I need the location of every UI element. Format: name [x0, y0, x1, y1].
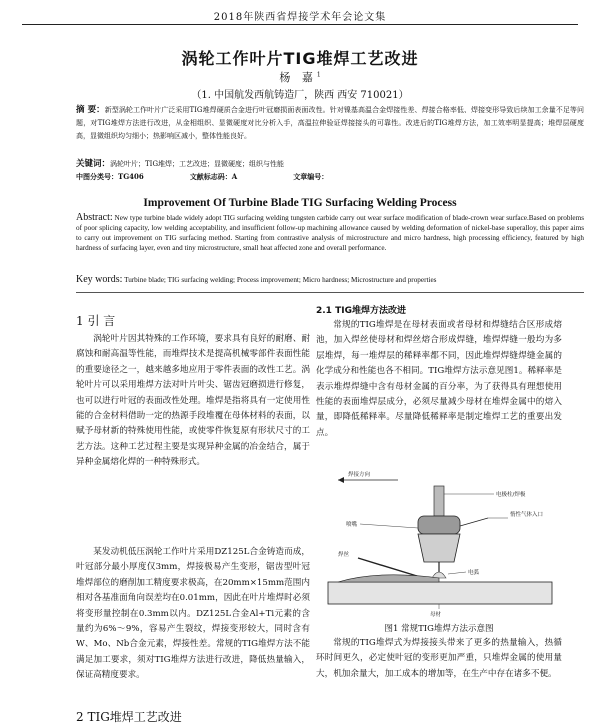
- section-2-1-heading: 2.1 TIG堆焊方法改进: [316, 306, 406, 316]
- torch-electrode-holder: [434, 486, 444, 516]
- abstract-cn-label: 摘 要：: [76, 105, 105, 115]
- keywords-cn-text: 涡轮叶片；TIG堆焊；工艺改进；显微硬度；组织与性能: [110, 160, 285, 168]
- torch-nozzle: [418, 534, 460, 562]
- author-name: 杨 嘉: [279, 71, 317, 84]
- section-1-paragraph-2: 某发动机低压涡轮工作叶片采用DZ125L合金铸造而成，叶冠部分最小厚度仅3mm，焊接极易产生变形，锯齿型叶冠堆焊部位的磨削加工精度要求极高，在20mm×15mm范围内相对各基准面角向误差均在0.01mm，因此在叶片堆焊时必须将变形量控制在0.3mm以内。DZ125L合金Al+Ti元素的含量约为6%～9%，容易产生裂纹，焊接变形较大，同时含有W、Mo、Nb合金元素，焊接性差。常规的TIG堆焊方法不能满足加工要求，须对TIG堆焊方法进行改进，降低热量输入，保证高精度要求。: [76, 547, 310, 681]
- keywords-cn-label: 关键词：: [76, 159, 111, 169]
- base-metal: [328, 582, 552, 604]
- section-rule: [76, 292, 584, 293]
- english-title: Improvement Of Turbine Blade TIG Surfacing Welding Process: [143, 197, 457, 209]
- weld-bead: [338, 575, 439, 582]
- classification-line: [76, 172, 584, 182]
- label-base: 母材: [430, 612, 442, 618]
- section-1-heading: 1 引 言: [76, 314, 116, 328]
- section-2-heading: 2 TIG堆焊工艺改进: [76, 710, 182, 724]
- paper-title: 涡轮工作叶片TIG堆焊工艺改进: [181, 49, 419, 68]
- keywords-en-text: Turbine blade; TIG surfacing welding; Process improvement; Micro hardness; Microstructure and properties: [124, 276, 437, 284]
- section-2-paragraph-1: 常规的TIG堆焊是在母材表面或者母材和焊缝结合区形成熔池，加入焊丝使母材和焊丝熔合形成焊缝，堆焊焊缝一般均为多层堆焊，每一堆焊层的稀释率都不同，因此堆焊焊缝焊缝金属的化学成分和性能也各不相同。TIG堆焊方法示意见图1。稀释率是表示堆焊焊缝中含有母材金属的百分率，为了获得具有理想使用性能的表面堆焊层成分，必须尽量减少母材在堆焊金属中的熔入量，即降低稀释率。尽量降低稀释率是制定堆焊工艺的重要出发点。: [316, 320, 562, 438]
- section-2-paragraph-2: 常规的TIG堆焊式为焊接接头带来了更多的热量输入，热循环时间更久，必定使叶冠的变形更加严重，只堆焊金属的使用量大，机加余量大，加工成本的增加等，在生产中存在诸多不便。: [316, 638, 562, 679]
- affiliation: （1. 中国航发西航铸造厂，陕西 西安 710021）: [191, 90, 409, 101]
- abstract-en: [76, 213, 584, 253]
- keywords-cn: [76, 157, 584, 169]
- gas-inlet-pipe: [460, 518, 488, 526]
- abstract-cn-text: 新型涡轮工作叶片广泛采用TIG堆焊硬质合金进行叶冠磨损面表面改性。针对镍基高温合金焊接性差、焊接合格率低、焊接变形导致后续加工余量不足等问题，对TIG堆焊方法进行改进，从金相组织、显微硬度对比分析入手，高温拉伸验证焊接接头的可靠性。改进后的TIG堆焊方法，加工效率明显提高；堆焊层硬度高，显微组织均匀细小；热影响区减小，整体性能良好。: [76, 106, 584, 140]
- clc-number: 中图分类号：TG406: [76, 172, 144, 181]
- figure-1-caption: 图1 常规TIG堆焊方法示意图: [384, 624, 494, 634]
- label-nozzle: 喷嘴: [346, 522, 358, 528]
- header-rule: [22, 24, 578, 25]
- document-code: 文献标志码：A: [189, 172, 238, 181]
- article-number: 文章编号：: [293, 172, 329, 181]
- author-line: [0, 69, 600, 85]
- running-header: 2018年陕西省焊接学术年会论文集: [213, 12, 387, 23]
- section-1-paragraph-1: 涡轮叶片因其特殊的工作环境，要求具有良好的耐磨、耐腐蚀和耐高温等性能，而堆焊技术是提高机械零部件表面性能的重要途径之一，越来越多地应用于零件表面的改性工艺。涡轮叶片可以采用堆焊方法对叶片叶尖、锯齿冠磨损进行修复，也可以进行叶冠的表面改性处理。堆焊是指将具有一定使用性能的合金材料借助一定的热源手段堆覆在母体材料的表面，以赋予母材新的特殊使用性能，或使零件恢复原有形状尺寸的工艺方法。这种工艺过程主要是实现异种金属的冶金结合，属于异种金属熔化焊的一种特殊形式。: [76, 334, 310, 468]
- label-gas-inlet: 惰性气体入口: [510, 512, 544, 518]
- author-sup: 1: [316, 71, 321, 79]
- abstract-en-text: New type turbine blade widely adopt TIG surfacing welding tungsten carbide carry out wear surface modification of blade-crown wear surface.Based on problems of poor splicing capacity, low welding acceptability, and insufficient follow-up machining allowance caused by welding deformation of nickel-base superalloy, this paper aims to carry out improvement on TIG surfacing method. Starting from contrastive analysis of microstructure and micro hardness, high processing efficiency, featured by high hardness of surfacing layer, even and tiny microstructure, small heat affected zone and overall performance.: [76, 214, 585, 252]
- label-arc: 电弧: [468, 570, 480, 576]
- torch-body: [418, 516, 460, 534]
- abstract-en-label: Abstract:: [76, 212, 113, 223]
- label-direction: 焊接方向: [348, 472, 371, 478]
- label-filler: 焊丝: [338, 552, 350, 558]
- label-electrode: 电极柱/焊极: [496, 492, 526, 498]
- figure-1-diagram: [318, 466, 562, 620]
- abstract-cn: [76, 104, 584, 143]
- direction-arrowhead: [338, 477, 344, 483]
- keywords-en-label: Key words:: [76, 274, 123, 285]
- keywords-en: [76, 275, 584, 285]
